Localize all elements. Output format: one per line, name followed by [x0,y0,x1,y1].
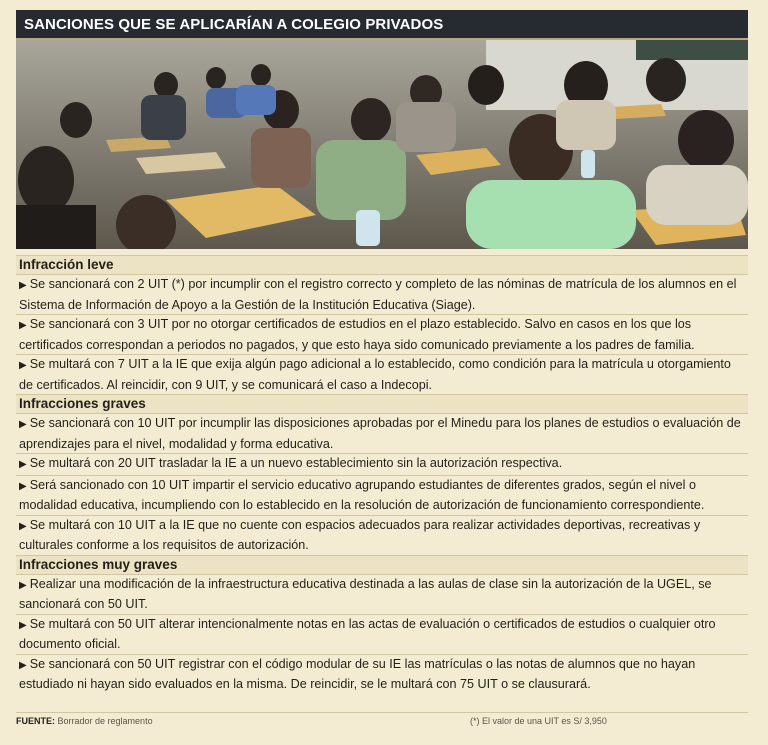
arrow-right-icon: ▶ [19,320,27,331]
arrow-right-icon: ▶ [19,459,27,470]
list-item: ▶ Se sancionará con 50 UIT registrar con el código modular de su IE las matrículas o las notas de alumnos que no hayan estudiado ni hayan sido evaluados en la misma. De reincidir, se le multará con 75 UIT o se clausurará. [16,654,748,694]
arrow-right-icon: ▶ [19,579,27,591]
list-item: ▶ Realizar una modificación de la infraestructura educativa destinada a las aulas de clase sin la autorización de la UGEL, se sancionará con 50 UIT. [16,574,748,614]
title-bar [16,10,748,40]
list-item: ▶ Será sancionado con 10 UIT impartir el servicio educativo agrupando estudiantes de diferentes grados, según el nivel o modalidad educativa, incumpliendo con lo establecido en la resolución de autorización de funcionamiento correspondiente. [16,475,748,515]
arrow-right-icon: ▶ [19,480,27,492]
arrow-right-icon: ▶ [19,280,27,291]
arrow-right-icon: ▶ [19,619,27,631]
classroom-photo-icon [16,40,748,249]
list-item: ▶ Se multará con 7 UIT a la IE que exija algún pago adicional a lo establecido, como condición para la matrícula u otorgamiento de certificados. Al reincidir, con 9 UIT, y se comunicará el caso a Indecopi. [16,354,748,394]
list-item: ▶ Se sancionará con 2 UIT (*) por incumplir con el registro correcto y completo de las nóminas de matrícula de los alumnos en el Sistema de Información de Apoyo a la Gestión de la Institución Educativa (Siage). [16,274,748,314]
page-title: SANCIONES QUE SE APLICARÍAN A COLEGIO PRIVADOS [24,15,444,33]
source-text: Borrador de reglamento [57,716,153,726]
list-item: ▶ Se multará con 10 UIT a la IE que no cuente con espacios adecuados para realizar actividades deportivas, recreativas y culturales conforme a los requisitos de autorización. [16,515,748,555]
sanctions-content [16,255,748,694]
uit-note: (*) El valor de una UIT es S/ 3,950 [470,716,607,726]
arrow-right-icon: ▶ [19,520,27,532]
list-item: ▶ Se multará con 50 UIT alterar intencionalmente notas en las actas de evaluación o certificados de estudios o cualquier otro documento oficial. [16,614,748,654]
section-infraccion-leve [16,255,748,394]
list-item: ▶ Se sancionará con 3 UIT por no otorgar certificados de estudios en el plazo establecido. Salvo en casos en los que los certificados correspondan a periodos no pagados, y que esto haya sido comunicado previamente a los padres de familia. [16,314,748,354]
classroom-photo [16,40,748,249]
section-infracciones-muy-graves [16,555,748,694]
section-infracciones-graves [16,394,748,555]
arrow-right-icon: ▶ [19,659,27,671]
source-label: FUENTE: [16,716,55,726]
section-heading: Infracciones muy graves [16,555,748,574]
section-heading: Infracciones graves [16,394,748,413]
list-item: ▶ Se sancionará con 10 UIT por incumplir las disposiciones aprobadas por el Minedu para los planes de estudios o evaluación de aprendizajes para el nivel, modalidad y forma educativa. [16,413,748,453]
arrow-right-icon: ▶ [19,419,27,430]
footer [16,712,748,732]
list-item: ▶ Se multará con 20 UIT trasladar la IE a un nuevo establecimiento sin la autorización respectiva. [16,453,748,475]
section-heading: Infracción leve [16,255,748,274]
arrow-right-icon: ▶ [19,360,27,371]
